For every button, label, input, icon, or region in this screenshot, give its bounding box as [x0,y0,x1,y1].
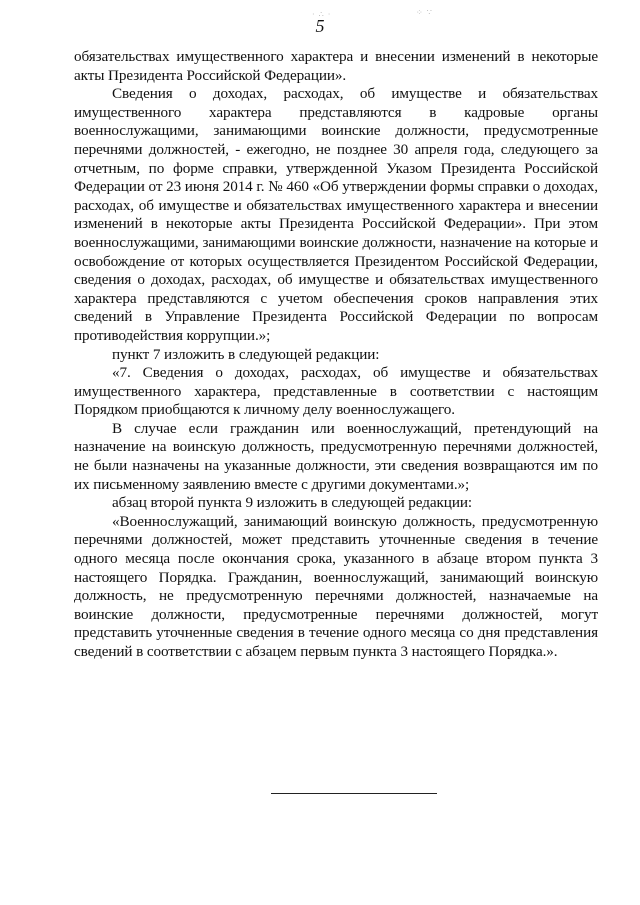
scan-speck: ⁘ ∵ [416,8,433,17]
page-number: 5 [315,16,325,36]
closing-separator-line [271,793,437,794]
document-body [74,48,598,662]
paragraph-point-7-text: «7. Сведения о доходах, расходах, об имуществе и обязательствах имущественного характера, представленные в соответствии с настоящим Порядком приобщаются к личному делу военнослужащего. [74,364,598,419]
paragraph-amend-point-7: пункт 7 изложить в следующей редакции: [112,345,380,363]
paragraph-continuation: обязательствах имущественного характера и внесении изменений в некоторые акты Президента Российской Федерации». [74,48,598,84]
paragraph-amend-point-9: абзац второй пункта 9 изложить в следующей редакции: [112,494,472,512]
scan-speck: · ∴ · [312,10,332,19]
paragraph-reporting-requirements: Сведения о доходах, расходах, об имуществе и обязательствах имущественного характера представляются в кадровые органы военнослужащими, занимающими воинские должности, предусмотренные перечнями должностей, - ежегодно, не позднее 30 апреля года, следующего за отчетным, по форме справки, утвержденной Указом Президента Российской Федерации от 23 июня 2014 г. № 460 «Об утверждении формы справки о доходах, расходах, об имуществе и обязательствах имущественного характера и внесении изменений в некоторые акты Президента Российской Федерации». При этом военнослужащими, занимающими воинские должности, назначение на которые и освобождение от которых осуществляется Президентом Российской Федерации, сведения о доходах, расходах, об имуществе и обязательствах имущественного характера представляются с учетом обеспечения сроков направления этих сведений в Управление Президента Российской Федерации по вопросам противодействия коррупции.»; [74,85,598,344]
paragraph-return-of-information: В случае если гражданин или военнослужащий, претендующий на назначение на воинскую должность, предусмотренную перечнями должностей, не были назначены на указанные должности, эти сведения возвращаются им по их письменному заявлению вместе с другими документами.»; [74,419,598,493]
paragraph-point-9-text: «Военнослужащий, занимающий воинскую должность, предусмотренную перечнями должностей, может представить уточненные сведения в течение одного месяца после окончания срока, указанного в абзаце втором пункта 3 настоящего Порядка. Гражданин, военнослужащий, занимающий воинскую должность, не предусмотренную перечнями должностей, назначаемые на воинские должности, предусмотренные перечнями должностей, могут представить уточненные сведения в течение одного месяца со дня представления сведений в соответствии с абзацем первым пункта 3 настоящего Порядка.». [74,512,598,660]
